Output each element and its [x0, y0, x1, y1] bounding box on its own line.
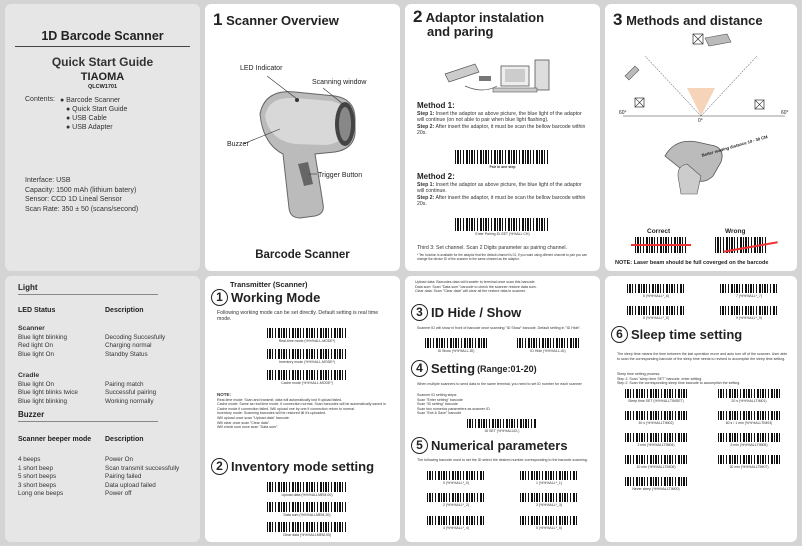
cover-contents-label: Contents: — [25, 96, 55, 103]
sleep-5min-barcode[interactable] — [718, 433, 780, 447]
barcode — [427, 516, 485, 525]
correct-beam — [631, 244, 691, 246]
barcode-caption: Cache mode (%%%ALL-MODE*) — [281, 381, 333, 385]
barcode-caption: Enter Pairing ID-SET (%%ALL CH) — [475, 232, 530, 236]
led-desc: Working normally — [105, 397, 154, 405]
spec-line: Scan Rate: 350 ± 50 (scans/second) — [25, 205, 139, 213]
barcode — [718, 411, 780, 420]
led-status: Blue light blinking — [18, 333, 68, 341]
led-status-header: LED Status — [18, 307, 56, 314]
cover-contents-list — [60, 96, 127, 132]
led-desc: Successful pairing — [105, 389, 157, 396]
contents-item: ● USB Adapter — [66, 124, 113, 131]
pairing-id-barcode[interactable] — [455, 218, 550, 236]
sleep-heading — [611, 326, 742, 343]
adaptor-panel — [405, 4, 600, 271]
overview-caption: Barcode Scanner — [255, 249, 350, 261]
group-name: Scanner — [18, 325, 45, 332]
barcode — [455, 150, 550, 164]
method2-steps — [417, 182, 589, 208]
barcode-caption: 10 min (%%%ALLTIM06) — [636, 465, 676, 469]
num-barcode-2[interactable] — [427, 493, 485, 507]
barcode — [625, 455, 687, 464]
data-notes — [415, 280, 595, 294]
barcode — [718, 433, 780, 442]
step-text: Insert the adaptor as above picture, the blue light of the adaptor will continue. — [417, 182, 582, 195]
wrong-label: Wrong — [725, 228, 746, 235]
note-line: Upload data: Barcodes data will transfer to terminal once scan this barcode. — [415, 280, 536, 284]
working-heading — [211, 289, 320, 306]
barcode — [625, 389, 687, 398]
beep-desc: Pairing failed — [105, 473, 142, 480]
beep-desc: Data upload failed — [105, 481, 156, 489]
sleep-never-barcode[interactable] — [625, 477, 687, 491]
step-number: 1 — [211, 289, 228, 306]
num-barcode-5[interactable] — [520, 516, 578, 530]
barcode — [627, 306, 685, 315]
method1-steps — [417, 111, 589, 137]
process-line: Step 2: Scan the corresponding sleep time barcode to accomplish the setting. — [617, 381, 741, 386]
barcode — [625, 411, 687, 420]
barcode — [718, 389, 780, 398]
led-status: Blue light blinking — [18, 397, 68, 405]
barcode-caption: 20 s (%%%ALLTIM01) — [731, 399, 767, 403]
cover-specs — [25, 176, 138, 214]
numerical-heading — [411, 437, 568, 454]
num-barcode-0[interactable] — [427, 471, 485, 485]
num-barcode-1[interactable] — [520, 471, 578, 485]
adaptor-note: * Ten function is available for the adaptor that the default channel is 01, if you want using diferent channel to pair you can change the device ID of the scanner to the same channel as the adaptor. — [417, 253, 588, 261]
distance-diagram — [605, 26, 797, 196]
working-title: Working Mode — [231, 290, 321, 305]
num-barcode-7[interactable] — [720, 284, 778, 298]
step-number: 4 — [411, 360, 428, 377]
beep-mode: 4 beeps — [18, 456, 41, 463]
datasum-barcode[interactable] — [267, 502, 347, 517]
group-name: Cradle — [18, 372, 40, 379]
idhide-panel — [405, 276, 600, 542]
barcode-caption: ID SET (%%%ALLID-) — [484, 429, 520, 433]
step-line: Scan "ID setting" barcode — [417, 402, 458, 407]
cache-barcode[interactable] — [267, 370, 347, 385]
note-line: Real-time mode: Scan and transmit, data will automatically lost if upload failed. — [217, 397, 343, 402]
setting-desc: When multiple scanners to send data to the same terminal, you need to set ID number for each scanner — [417, 382, 582, 386]
step-number: 3 — [613, 10, 623, 29]
step-line: Scan "Exit & Save" barcode — [417, 411, 462, 416]
barcode-caption: Inventory mode (%%%ALL-MODE*) — [278, 360, 336, 364]
led-desc: Charging normal — [105, 342, 152, 349]
beep-mode: Long one beeps — [18, 490, 64, 497]
sleep-set-barcode[interactable] — [625, 389, 687, 403]
barcode-caption: Data sum (%%%ALLMEM-20) — [283, 513, 331, 517]
adaptor-title-2: and paring — [427, 24, 494, 39]
barcode-caption: Never sleep (%%%ALLTIM00) — [632, 487, 680, 491]
sleep-30s-barcode[interactable] — [625, 411, 687, 425]
step-number: 5 — [411, 437, 428, 454]
trigger-label: Trigger Button — [318, 172, 363, 179]
barcode — [267, 349, 347, 359]
barcode-caption: Real-time mode (%%%ALL-MODE*) — [278, 339, 336, 343]
method2-heading: Method 2: — [417, 172, 455, 181]
idhide-heading — [411, 304, 521, 321]
steps-heading: Scanner ID setting steps: — [417, 393, 458, 397]
barcode — [718, 455, 780, 464]
scanner-group — [18, 325, 198, 359]
barcode-caption: 4 (%%%ALL*_4) — [442, 526, 470, 530]
working-notes — [217, 393, 389, 430]
barcode-caption: 60 s / 1 min (%%%ALLTIM03) — [725, 421, 773, 425]
beeper-mode-header: Scanner beeper mode — [18, 436, 92, 443]
barcode — [520, 493, 578, 502]
led-desc: Standby Status — [105, 350, 148, 358]
step-label: Step 2: — [417, 194, 435, 201]
barcode-caption: Sleep time SET (%%%ALLTIMSET) — [628, 399, 684, 403]
step-number: 2 — [211, 458, 228, 475]
numerical-title: Numerical parameters — [431, 438, 568, 453]
sleep-process — [617, 372, 789, 386]
barcode-caption: 2 min (%%%ALLTIM04) — [637, 443, 675, 447]
step-number: 3 — [411, 304, 428, 321]
step-text: Insert the adaptor as above picture, the blue light of the adaptor will continue (on not able to pair when blue light flashing). — [417, 111, 582, 124]
distance-label: Better reading distance 10 - 30 CM — [701, 134, 769, 158]
beep-mode: 1 short beep — [18, 464, 54, 472]
barcode-caption: Pair in one step — [489, 165, 516, 169]
contents-item: ● Quick Start Guide — [66, 106, 128, 113]
adaptor-title-1: Adaptor instalation — [425, 10, 545, 25]
setting-steps — [417, 393, 592, 416]
barcode — [427, 493, 485, 502]
numerical-desc: The following barcode used to set the ID select the desired number corresponding to the barcode scanning. — [417, 458, 588, 462]
barcode-caption: 5 (%%%ALL*_5) — [535, 526, 563, 530]
barcode — [267, 370, 347, 380]
scanner-illustration — [205, 4, 400, 271]
step-text: After insert the adaptor, it must be scan the bellow barcode within 20s. — [417, 194, 586, 208]
led-indicator-label: LED Indicator — [240, 65, 283, 72]
step-number: 1 — [213, 10, 223, 29]
adaptor-heading — [413, 7, 545, 39]
step-line: Scan two numerics parameters as scanner ID — [417, 406, 490, 411]
upload-barcode[interactable] — [267, 482, 347, 497]
correct-label: Correct — [647, 228, 671, 235]
led-desc-header: Description — [105, 307, 144, 314]
step-label: Step 2: — [417, 123, 435, 130]
idhide-desc: Scanner ID will show in front of barcode once scanning "ID Show" barcode. Default setting in "ID Hide". — [417, 326, 581, 330]
barcode — [267, 482, 347, 492]
note-line: Inventory mode: Scanning barcodes will be restored till it's uploaded. — [217, 411, 327, 416]
note-line: Will clear once scan "Clear data". — [217, 420, 271, 425]
process-line: Step 1: Scan "sleep time SET" barcode, enter setting. — [617, 376, 703, 381]
cover-panel — [5, 4, 200, 271]
idshow-barcode[interactable] — [425, 338, 487, 353]
barcode — [627, 284, 685, 293]
beep-desc: Power off — [105, 490, 132, 497]
barcode — [267, 522, 347, 532]
cover-guide: Quick Start Guide — [51, 55, 154, 69]
sleep-30min-barcode[interactable] — [718, 455, 780, 469]
adaptor-illustration — [405, 46, 600, 106]
barcode-caption: 9 (%%%ALL*_9) — [735, 316, 763, 320]
realtime-barcode[interactable] — [267, 328, 347, 343]
methods-title: Methods and distance — [626, 13, 763, 28]
spec-line: Sensor: CCD 1D Lineal Sensor — [25, 196, 122, 203]
led-desc: Pairing match — [105, 380, 144, 388]
working-panel — [205, 276, 400, 542]
buzzer-rows — [18, 456, 198, 499]
barcode-caption: 6 (%%%ALL*_6) — [642, 294, 670, 298]
num-barcode-8[interactable] — [627, 306, 685, 320]
step-line: Scan "Enter setting" barcode — [417, 397, 463, 402]
contents-item: ● Barcode Scanner — [60, 97, 121, 104]
barcode-caption: 30 s (%%%ALLTIM02) — [638, 421, 674, 425]
barcode-caption: 5 min (%%%ALLTIM05) — [730, 443, 768, 447]
sleep-title: Sleep time setting — [631, 327, 743, 342]
cradle-group — [18, 372, 198, 406]
transmitter-label: Transmitter (Scanner) — [230, 280, 308, 289]
note-heading: NOTE: — [217, 392, 231, 397]
spec-line: Capacity: 1500 mAh (lithium batery) — [25, 186, 137, 194]
step-label: Step 1: — [417, 182, 435, 188]
inventory-title: Inventory mode setting — [231, 459, 375, 474]
angle-center: 0° — [698, 118, 703, 124]
led-desc: Decoding Succesfully — [105, 333, 166, 341]
step-number: 6 — [611, 326, 628, 343]
barcode — [425, 338, 487, 348]
barcode — [427, 471, 485, 480]
note-line: Will upload once scan "Upload data" barcode. — [217, 415, 290, 420]
barcode — [267, 328, 347, 338]
light-panel — [5, 276, 200, 542]
method1-heading: Method 1: — [417, 101, 455, 110]
pair-barcode[interactable] — [455, 150, 550, 169]
barcode-caption: 8 (%%%ALL*_8) — [642, 316, 670, 320]
num-barcode-4[interactable] — [427, 516, 485, 530]
overview-title: Scanner Overview — [226, 13, 339, 28]
note-line: Data sum: Scan "Data sum" barcode to check the scanner restore data sum. — [415, 284, 537, 289]
sleep-20s-barcode[interactable] — [718, 389, 780, 403]
barcode-caption: Upload data (%%%ALLMEM-00) — [281, 493, 333, 497]
num-barcode-9[interactable] — [720, 306, 778, 320]
note-line: Will check sum once scan "Data sum". — [217, 425, 279, 430]
barcode — [520, 516, 578, 525]
led-status: Blue light On — [18, 350, 55, 358]
cover-title: 1D Barcode Scanner — [41, 29, 164, 43]
buzzer-heading: Buzzer — [18, 410, 45, 419]
scan-window-label: Scanning window — [312, 79, 367, 86]
step-text: After insert the adaptor, it must be scan the bellow barcode within 20s. — [417, 123, 586, 137]
clear-barcode[interactable] — [267, 522, 347, 537]
barcode-caption: ID Show (%%%ALL-ID) — [437, 349, 475, 353]
barcode-caption: 1 (%%%ALL*_1) — [535, 481, 563, 485]
idhide-title: ID Hide / Show — [431, 305, 522, 320]
num-barcode-3[interactable] — [520, 493, 578, 507]
methods-panel — [605, 4, 797, 271]
cover-brand: TIAOMA — [80, 71, 125, 83]
note-line: Cache mode: Same as real time mode, if connection normal. Scan barcodes will be automatically saved in Cache mode if connection failed. Will upload one by one if connection return to normal. — [217, 402, 386, 411]
barcode — [467, 419, 537, 428]
methods-note: NOTE: Laser beam should be full coverged on the barcode — [615, 260, 769, 266]
barcode-caption: 0 (%%%ALL*_0) — [442, 481, 470, 485]
step-label: Step 1: — [417, 111, 435, 117]
beep-mode: 3 short beeps — [18, 481, 57, 489]
led-status: Blue light On — [18, 380, 55, 388]
barcode — [267, 502, 347, 512]
inventory-barcode[interactable] — [267, 349, 347, 364]
barcode — [720, 284, 778, 293]
barcode — [520, 471, 578, 480]
idhide-barcode[interactable] — [517, 338, 579, 353]
beep-mode: 5 short beeps — [18, 473, 57, 480]
angle-right: 60° — [781, 110, 789, 116]
contents-item: ● USB Cable — [66, 115, 107, 122]
led-status: Blue light blinks twice — [18, 389, 78, 396]
sleep-desc: The sleep time means the time between the last operation move and auto turn off of the scanner. User able to scan the corresponding barcode of the sleep time needs to revised to accompish the sleep time setting. — [617, 352, 788, 361]
cover-model: QLCW1701 — [87, 84, 118, 90]
barcode — [625, 477, 687, 486]
num-barcode-6[interactable] — [627, 284, 685, 298]
sleep-10min-barcode[interactable] — [625, 455, 687, 469]
working-desc: Following working mode can be set directly. Default setting is real time mode. — [217, 310, 379, 323]
beeper-desc-header: Description — [105, 436, 144, 443]
sleep-1min-barcode[interactable] — [718, 411, 780, 425]
process-heading: Sleep time setting process: — [617, 372, 661, 376]
third-step: Third 3: Set channel. Scan 2 Digits parameter as pairing channel. — [417, 245, 567, 251]
led-status: Red light On — [18, 342, 54, 349]
barcode-caption: 7 (%%%ALL*_7) — [735, 294, 763, 298]
barcode-caption: ID Hide (%%%ALL-ID) — [530, 349, 566, 353]
inventory-heading — [211, 458, 374, 475]
barcode — [517, 338, 579, 348]
id-set-barcode[interactable] — [467, 419, 537, 433]
step-number: 2 — [413, 7, 423, 26]
beep-desc: Power On — [105, 456, 133, 463]
barcode — [625, 433, 687, 442]
sleep-2min-barcode[interactable] — [625, 433, 687, 447]
spec-line: Interface: USB — [25, 177, 71, 184]
setting-title: Setting — [431, 361, 476, 376]
barcode-caption: 2 (%%%ALL*_2) — [442, 503, 470, 507]
setting-heading — [411, 360, 537, 377]
barcode-caption: 3 (%%%ALL*_3) — [535, 503, 563, 507]
angle-left: 60° — [619, 110, 627, 116]
note-line: Clear data: Scan "Clear data" will clear all the restore data in scanner. — [415, 289, 526, 294]
barcode-caption: Clear data (%%%ALLMEM-00) — [282, 533, 332, 537]
beep-desc: Scan transmit successfully — [105, 464, 180, 472]
barcode — [720, 306, 778, 315]
barcode-caption: 30 min (%%%ALLTIM07) — [729, 465, 769, 469]
setting-range: (Range:01-20) — [477, 363, 537, 374]
overview-panel — [205, 4, 400, 271]
sleep-panel — [605, 276, 797, 542]
barcode — [455, 218, 550, 231]
buzzer-label: Buzzer — [227, 141, 249, 148]
light-heading: Light — [18, 283, 38, 292]
